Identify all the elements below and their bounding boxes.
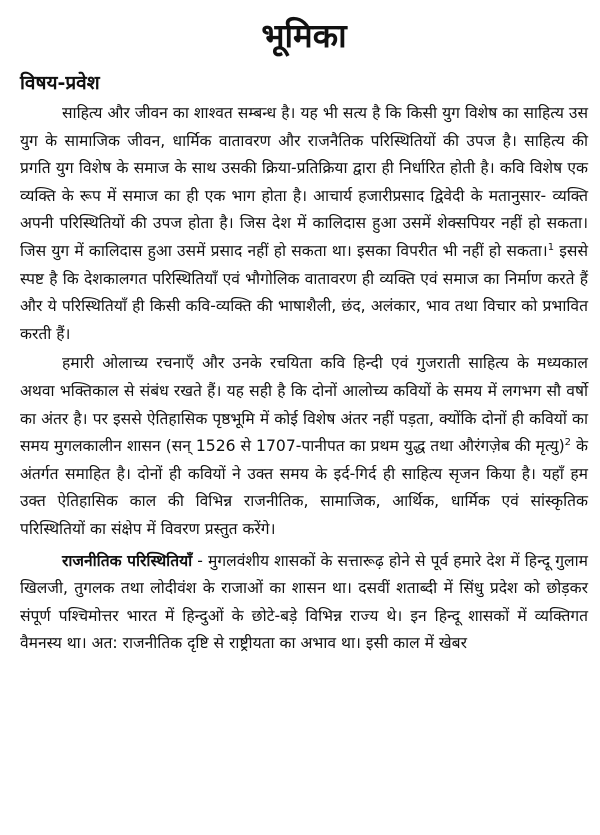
political-conditions-heading: राजनीतिक परिस्थितियाँ [62, 551, 193, 570]
paragraph-3-text: - मुगलवंशीय शासकों के सत्तारूढ़ होने से पूर्व हमारे देश में हिन्दू गुलाम खिलजी, तुगलक तथा लोदीवंश के राजाओं का शासन था। दसवीं शताब्दी में सिंधु प्रदेश को छोड़कर संपूर्ण पश्चिमोत्तर भारत में हिन्दुओं के छोटे-बड़े विभिन्न राज्य थे। इन हिन्दू शासकों में व्यक्तिगत वैमनस्य था। अत: राजनीतिक दृष्टि से राष्ट्रीयता का अभाव था। इसी काल में खेबर [20, 551, 588, 653]
paragraph-1-text-b: इससे स्पष्ट है कि देशकालगत परिस्थितियाँ एवं भौगोलिक वातावरण ही व्यक्ति एवं समाज का निर्माण करते हैं और ये परिस्थितियाँ ही किसी कवि-व्यक्ति की भाषाशैली, छंद, अलंकार, भाव तथा विचार को प्रभावित करती हैं। [20, 241, 588, 343]
footnote-mark-2: 2 [564, 436, 572, 448]
section-heading: विषय-प्रवेश [20, 72, 100, 94]
footnote-mark-1: 1 [547, 241, 555, 253]
paragraph-2-text-b: के अंतर्गत समाहित है। दोनों ही कवियों ने उक्त समय के इर्द-गिर्द ही साहित्य सृजन किया है। यहाँ हम उक्त ऐतिहासिक काल की विभिन्न राजनीतिक, सामाजिक, आर्थिक, धार्मिक एवं सांस्कृतिक परिस्थितियों का संक्षेप में विवरण प्रस्तुत करेंगे। [20, 437, 588, 538]
paragraph-3 [20, 548, 588, 658]
paragraph-2 [20, 350, 588, 543]
paragraph-2-text-a: हमारी ओलाच्य रचनाएँ और उनके रचयिता कवि हिन्दी एवं गुजराती साहित्य के मध्यकाल अथवा भक्तिकाल से संबंध रखते हैं। यह सही है कि दोनों आलोच्य कवियों के समय में लगभग सौ वर्षो का अंतर है। पर इससे ऐतिहासिक पृष्ठभूमि में कोई विशेष अंतर नहीं पड़ता, क्योंकि दोनों ही कवियों का समय मुगलकालीन शासन (सन् 1526 से 1707-पानीपत का प्रथम युद्ध तथा औरंगज़ेब की मृत्यु) [20, 354, 588, 456]
page-title: भूमिका [261, 16, 347, 55]
paragraph-1 [20, 100, 588, 348]
paragraph-1-text-a: साहित्य और जीवन का शाश्वत सम्बन्ध है। यह भी सत्य है कि किसी युग विशेष का साहित्य उस युग के सामाजिक जीवन, धार्मिक वातावरण और राजनैतिक परिस्थितियों की उपज है। साहित्य की प्रगति युग विशेष के समाज के साथ उसकी क्रिया-प्रतिक्रिया द्वारा ही निर्धारित होती है। कवि विशेष एक व्यक्ति के रूप में समाज का ही एक भाग होता है। आचार्य हजारीप्रसाद द्विवेदी के मतानुसार- व्यक्ति अपनी परिस्थितियों की उपज होता है। जिस देश में कालिदास हुआ उसमें शेक्सपियर नहीं हो सकता। जिस युग में कालिदास हुआ उसमें प्रसाद नहीं हो सकता था। इसका विपरीत भी नहीं हो सकता। [20, 104, 588, 260]
